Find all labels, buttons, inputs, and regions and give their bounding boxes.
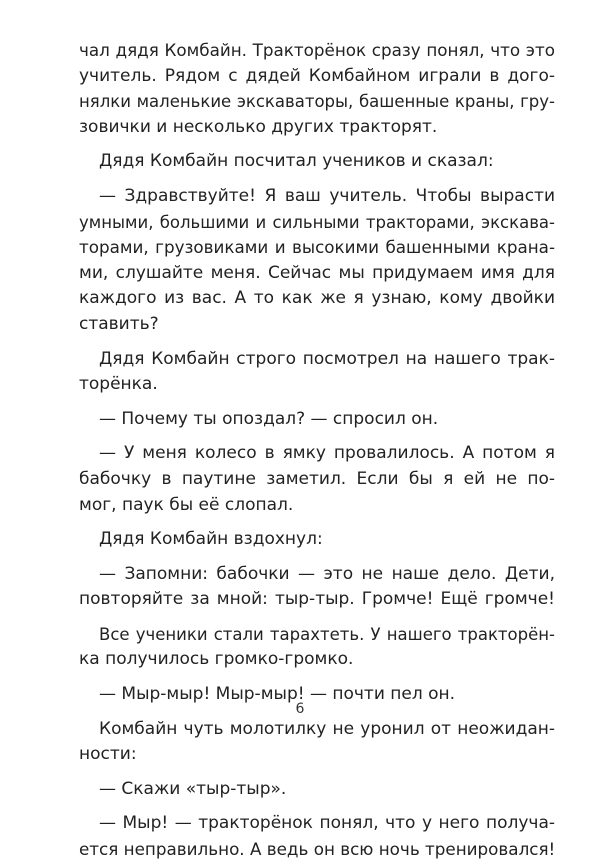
text-line: чал дядя Комбайн. Тракторёнок сразу понял, что это bbox=[79, 40, 555, 60]
text-line: мог, паук бы её слопал. bbox=[79, 494, 294, 515]
text-line: торёнка. bbox=[79, 374, 158, 395]
paragraph bbox=[79, 149, 555, 175]
paragraph bbox=[79, 811, 555, 862]
text-line: умными, большими и сильными тракторами, экскава- bbox=[79, 212, 555, 232]
text-line: учитель. Рядом с дядей Комбайном играли в дого- bbox=[79, 65, 555, 86]
paragraph bbox=[79, 717, 555, 768]
text-line: каждого из вас. А то как же я узнаю, кому двойки bbox=[79, 288, 555, 309]
paragraph bbox=[79, 777, 555, 803]
page-number: 6 bbox=[295, 701, 305, 717]
text-line: ности: bbox=[79, 744, 137, 765]
text-line: бабочку в паутине заметил. Если бы я ей не по- bbox=[79, 468, 555, 489]
text-line: Дядя Комбайн посчитал учеников и сказал: bbox=[99, 151, 494, 172]
paragraph bbox=[79, 184, 555, 338]
text-line: — У меня колесо в ямку провалилось. А потом я bbox=[99, 443, 555, 464]
text-line: зовички и несколько других тракторят. bbox=[79, 116, 438, 137]
text-line: — Запомни: бабочки — это не наше дело. Дети, bbox=[99, 563, 555, 584]
text-line: — Мыр-мыр! Мыр-мыр! — почти пел он. bbox=[99, 684, 456, 705]
text-line: Все ученики стали тарахтеть. У нашего тракторён- bbox=[99, 624, 555, 644]
text-line: торами, грузовиками и высокими башенными крана- bbox=[79, 237, 555, 258]
text-line: ми, слушайте меня. Сейчас мы придумаем имя для bbox=[79, 262, 555, 283]
text-line: Комбайн чуть молотилку не уронил от неожидан- bbox=[99, 718, 555, 739]
paragraph bbox=[79, 527, 555, 553]
text-line: ставить? bbox=[79, 313, 159, 334]
paragraph bbox=[79, 38, 555, 140]
text-line: — Здравствуйте! Я ваш учитель. Чтобы вырасти bbox=[99, 185, 555, 206]
paragraph bbox=[79, 441, 555, 518]
paragraph bbox=[79, 407, 555, 433]
paragraph bbox=[79, 347, 555, 398]
text-line: ется неправильно. А ведь он всю ночь тренировался! bbox=[79, 839, 556, 860]
text-line: повторяйте за мной: тыр-тыр. Громче! Ещё громче! bbox=[79, 589, 555, 610]
text-line: нялки маленькие экскаваторы, башенные краны, гру- bbox=[79, 92, 555, 112]
text-line: Дядя Комбайн вздохнул: bbox=[99, 529, 323, 550]
paragraph bbox=[79, 562, 555, 613]
text-line: ка получилось громко-громко. bbox=[79, 649, 354, 670]
story-text bbox=[79, 38, 555, 863]
text-line: Дядя Комбайн строго посмотрел на нашего трак- bbox=[99, 348, 555, 369]
text-line: — Скажи «тыр-тыр». bbox=[99, 778, 287, 799]
text-line: — Почему ты опоздал? — спросил он. bbox=[99, 408, 439, 429]
paragraph bbox=[79, 622, 555, 673]
text-line: — Мыр! — тракторёнок понял, что у него получа- bbox=[99, 813, 555, 834]
